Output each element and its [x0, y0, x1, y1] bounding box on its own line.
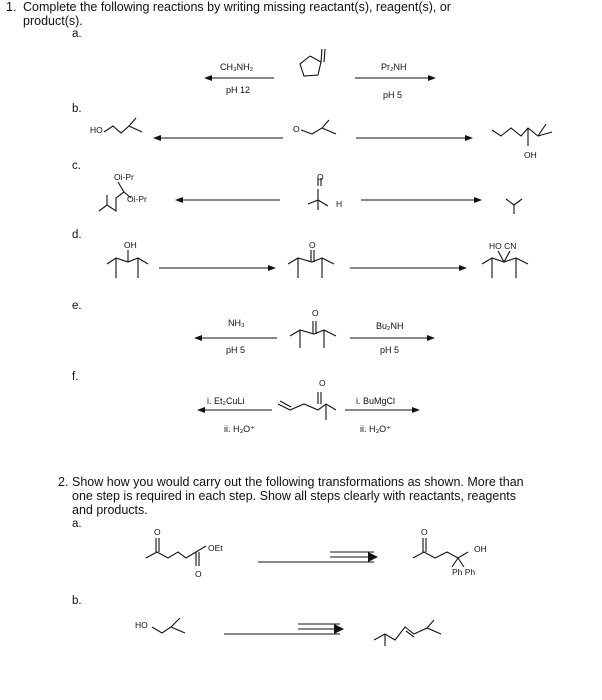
q1e-ketone-structure: [290, 321, 336, 348]
q1e-right-reagent-top: Bu₂NH: [376, 321, 404, 331]
q1a-right-arrow: [355, 75, 436, 81]
q1d-label: d.: [72, 229, 82, 241]
q1b-o-label: O: [293, 124, 300, 134]
q1-number: 1.: [6, 0, 17, 14]
q1e-left-reagent-top: NH₃: [228, 318, 245, 328]
q1c-right-arrow: [361, 197, 482, 203]
q1a-right-reagent-top: Pr₂NH: [381, 62, 407, 72]
q2b-multistep-arrow: [224, 624, 344, 634]
q2a-product-o-label: O: [421, 527, 428, 537]
q1b-alcohol-structure: [104, 118, 142, 133]
q1d-o-label: O: [309, 240, 316, 250]
q2-text-line3: and products.: [72, 503, 148, 517]
q2a-product-oh-label: OH: [474, 544, 487, 554]
q1f-right-reagent-bottom: ii. H₃O⁺: [360, 424, 391, 434]
q2b-ho-label: HO: [135, 620, 148, 630]
q1d-alcohol-structure: [107, 250, 148, 278]
q1a-left-reagent-top: CH₃NH₂: [220, 62, 254, 72]
q2b-product-structure: [374, 620, 441, 646]
q1a-left-reagent-bottom: pH 12: [226, 85, 251, 95]
q1a-right-reagent-bottom: pH 5: [383, 90, 403, 100]
q1c-label: c.: [72, 160, 81, 172]
q1d-cyanohydrin-structure: [482, 251, 528, 278]
q2a-ketone-o-label: O: [154, 527, 161, 537]
q1c-product-structure: [506, 199, 522, 214]
q1c-o-label: O: [317, 172, 324, 182]
q1b-right-arrow: [356, 135, 473, 141]
q1a-cyclopentanone-structure: [300, 49, 325, 76]
q2a-multistep-arrow: [258, 552, 378, 562]
q1e-left-reagent-bottom: pH 5: [226, 345, 246, 355]
q2b-alcohol-structure: [152, 618, 185, 633]
q1f-right-reagent-top: i. BuMgCl: [356, 396, 396, 406]
q1f-label: f.: [72, 371, 79, 383]
q2a-ester-o-label: O: [195, 569, 202, 579]
q1f-left-reagent-bottom: ii. H₃O⁺: [224, 424, 255, 434]
q1f-o-label: O: [319, 378, 326, 388]
q1b-aldehyde-structure: [301, 120, 336, 134]
q1d-oh-label: OH: [124, 240, 137, 250]
q1c-oipr-bottom-label: Oi-Pr: [127, 194, 147, 204]
q1e-o-label: O: [312, 308, 319, 318]
q1c-left-arrow: [175, 197, 280, 203]
q1-text-line1: Complete the following reactions by writing missing reactant(s), reagent(s), or: [23, 0, 451, 14]
q2a-label: a.: [72, 518, 82, 530]
q1d-right-arrow: [350, 265, 467, 271]
q1e-right-arrow: [350, 335, 435, 341]
q2-text-line2: one step is required in each step. Show all steps clearly with reactants, reagents: [72, 489, 516, 503]
q1c-aldehyde-structure: [308, 178, 328, 210]
q2-text-line1: Show how you would carry out the following transformations as shown. More than: [72, 475, 524, 489]
q1e-left-arrow: [194, 335, 277, 341]
q1f-left-reagent-top: i. Et₂CuLi: [207, 396, 245, 406]
q1f-left-arrow: [197, 407, 272, 413]
q1d-ketone-structure: [288, 250, 334, 278]
q1b-left-arrow: [153, 135, 283, 141]
q1e-right-reagent-bottom: pH 5: [380, 345, 400, 355]
q1d-ho-cn-label: HO CN: [489, 241, 517, 251]
q2a-product-ph-label: Ph Ph: [452, 567, 476, 577]
q1b-product-structure: [492, 124, 552, 146]
q1c-oipr-top-label: Oi-Pr: [114, 172, 134, 182]
q1b-ho-label: HO: [90, 125, 103, 135]
q1f-right-arrow: [345, 407, 420, 413]
q1b-label: b.: [72, 103, 82, 115]
q2a-oet-label: OEt: [208, 543, 223, 553]
q1b-oh-label: OH: [524, 150, 537, 160]
q2a-product-structure: [413, 538, 468, 567]
q1-text-line2: product(s).: [23, 14, 83, 28]
q2b-label: b.: [72, 595, 82, 607]
q1c-h-label: H: [336, 199, 343, 209]
q1a-label: a.: [72, 28, 82, 40]
q1d-left-arrow: [159, 265, 276, 271]
q2-number: 2.: [58, 475, 69, 489]
q1c-acetal-structure: [99, 182, 131, 211]
q1e-label: e.: [72, 300, 82, 312]
q2a-ketoester-structure: [146, 538, 206, 566]
q1f-enone-structure: [278, 392, 336, 420]
q1a-left-arrow: [204, 75, 274, 81]
